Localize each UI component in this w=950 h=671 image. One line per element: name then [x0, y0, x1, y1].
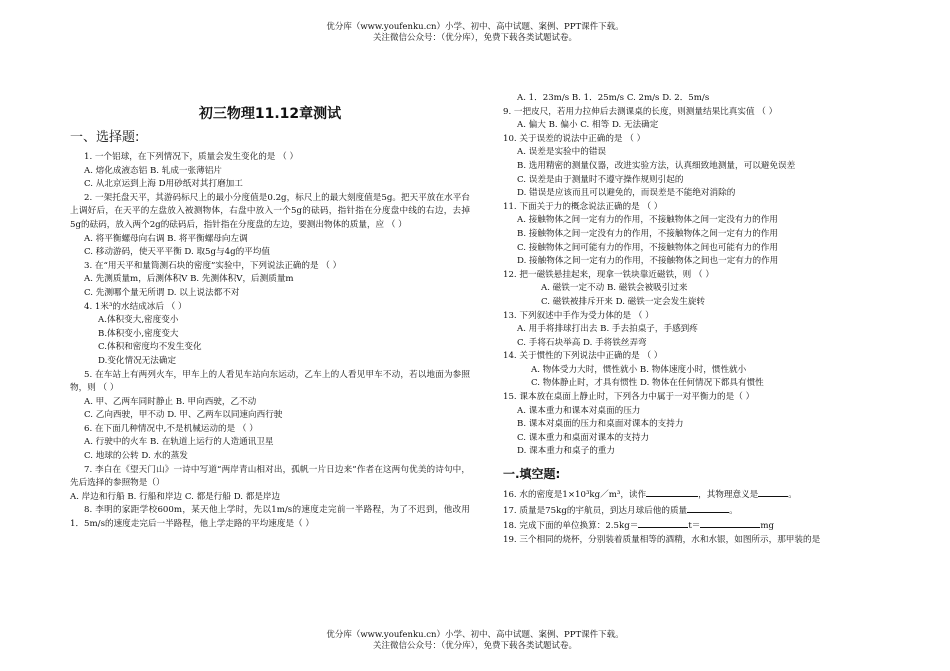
- right-question-line: A. 1．23m/s B. 1．25m/s C. 2m/s D. 2．5m/s: [517, 93, 710, 103]
- left-question-line: C. 从北京运到上海 D用砂纸对其打磨加工: [84, 179, 243, 190]
- right-question-line: 13. 下列叙述中手作为受力体的是 （ ）: [503, 310, 654, 321]
- right-question-line: C. 物体静止时，才具有惯性 D. 物体在任何情况下都具有惯性: [531, 378, 764, 389]
- question-18: [503, 518, 893, 534]
- right-question-line: A. 用手将排球打出去 B. 手去拍桌子，手感到疼: [517, 324, 698, 335]
- left-question-line: C.体积和密度均不发生变化: [98, 342, 202, 353]
- left-question-line: A. 先测质量m，后测体积V B. 先测体积V，后测质量m: [84, 274, 294, 285]
- left-question-line: 6. 在下面几种情况中,不是机械运动的是 （ ）: [84, 423, 258, 434]
- q16-blank-1[interactable]: [646, 487, 698, 497]
- right-question-line: 14. 关于惯性的下列说法中正确的是 （ ）: [503, 351, 663, 362]
- left-question-line: 7. 李白在《望天门山》一诗中写道“两岸青山相对出，孤帆一片日边来”作者在这两句优美的诗句中，先后选择的参照物是（）: [70, 464, 470, 489]
- q17-blank[interactable]: [687, 503, 729, 513]
- question-16: [503, 487, 893, 503]
- right-question-line: A. 物体受力大时，惯性就小 B. 物体速度小时，惯性就小: [531, 364, 747, 375]
- left-question-line: 1. 一个铝球，在下列情况下，质量会发生变化的是 （ ）: [84, 152, 299, 162]
- q18-blank-1[interactable]: [638, 518, 688, 528]
- page-footer: [0, 630, 950, 652]
- left-question-line: A. 将平衡螺母向右调 B. 将平衡螺母向左调: [84, 233, 248, 244]
- q18-text-c: mg: [760, 521, 775, 532]
- q16-blank-2[interactable]: [758, 487, 788, 497]
- right-question-line: D. 接触物体之间一定有力的作用，不接触物体之间也一定有力的作用: [517, 256, 779, 267]
- left-question-line: A. 岸边和行船 B. 行船和岸边 C. 都是行船 D. 都是岸边: [70, 491, 281, 502]
- right-question-line: A. 磁铁一定不动 B. 磁铁会被吸引过来: [541, 283, 688, 294]
- q17-text-a: 17. 质量是75kg的宇航员，到达月球后他的质量: [503, 505, 688, 516]
- left-question-line: C. 移动游码，使天平平衡 D. 取5g与4g的平均值: [84, 247, 270, 258]
- left-question-line: C. 乙向西驶，甲不动 D. 甲、乙两车以同速向西行驶: [84, 410, 283, 421]
- left-column: [70, 93, 470, 532]
- q18-blank-2[interactable]: [700, 518, 760, 528]
- q16-text-a: 16. 水的密度是1×10³kg／m³，读作: [503, 490, 647, 501]
- section-fill-heading: 一.填空题:: [503, 467, 561, 482]
- left-question-line: D.变化情况无法确定: [98, 355, 177, 366]
- footer-line-1: 优分库（www.youfenku.cn）小学、初中、高中试题、案例、PPT课件下载。: [326, 630, 624, 640]
- left-question-line: 4. 1米³的水结成冰后 （ ）: [84, 301, 187, 312]
- question-19: 19. 三个相同的烧杯，分别装着质量相等的酒精，水和水银，如图所示，那甲装的是: [503, 534, 821, 545]
- q16-text-c: 。: [788, 490, 797, 501]
- left-question-line: 2. 一架托盘天平，其游码标尺上的最小分度值是0.2g，标尺上的最大刻度值是5g。把天平放在水平台上调好后，在天平的左盘放入被测物体，右盘中放入一个5g的砝码，指针指在分度盘中线的右边，去掉5g的砝码，放入两个2g的砝码后，指针指在分度盘的左边，要测出物体的质量，应 （ ）: [70, 192, 470, 230]
- right-question-line: C. 课本重力和桌面对课本的支持力: [517, 432, 650, 443]
- right-question-line: B. 课本对桌面的压力和桌面对课本的支持力: [517, 419, 684, 430]
- left-question-list: [70, 151, 470, 532]
- left-question-line: A. 行驶中的火车 B. 在轨道上运行的人造通讯卫星: [84, 437, 274, 448]
- header-line-2: 关注微信公众号：（优分库），免费下载各类试题试卷。: [372, 33, 577, 43]
- page-header: [0, 22, 950, 44]
- right-question-line: A. 误差是实验中的错误: [517, 147, 607, 158]
- right-question-line: 10. 关于误差的说法中正确的是 （ ）: [503, 133, 646, 144]
- right-question-line: 9. 一把皮尺，若用力拉伸后去测课桌的长度，则测量结果比真实值 （ ）: [503, 106, 778, 117]
- right-question-list: [503, 92, 893, 459]
- right-question-line: B. 接触物体之间一定没有力的作用，不接触物体之间一定有力的作用: [517, 228, 778, 239]
- left-question-line: A. 熔化成液态铝 B. 轧成一张薄铝片: [84, 165, 222, 176]
- page-title: 初三物理11.12章测试: [198, 106, 342, 122]
- q18-text-a: 18. 完成下面的单位换算：2.5kg＝: [503, 521, 639, 532]
- left-question-line: A. 甲、乙两车同时静止 B. 甲向西驶，乙不动: [84, 396, 257, 407]
- section-choice-heading: 一、选择题:: [70, 130, 140, 145]
- right-question-line: C. 接触物体之间可能有力的作用，不接触物体之间也可能有力的作用: [517, 242, 778, 253]
- question-17: [503, 503, 893, 519]
- q18-text-b: t＝: [688, 521, 701, 532]
- right-question-line: C. 手将石块举高 D. 手将铁丝弄弯: [517, 337, 647, 348]
- right-question-line: D. 错误是应该而且可以避免的，而误差是不能绝对消除的: [517, 188, 736, 199]
- right-question-line: 15. 课本放在桌面上静止时，下列各力中属于一对平衡力的是（ ）: [503, 392, 755, 403]
- q17-text-b: 。: [729, 505, 738, 516]
- footer-line-2: 关注微信公众号：（优分库），免费下载各类试题试卷。: [372, 641, 577, 651]
- left-question-line: C. 地球的公转 D. 水的蒸发: [84, 451, 188, 462]
- right-question-line: B. 选用精密的测量仪器，改进实验方法，认真细致地测量，可以避免误差: [517, 160, 796, 171]
- right-question-line: 11. 下面关于力的概念说法正确的是 （ ）: [503, 201, 663, 212]
- q16-text-b: ，其物理意义是: [698, 490, 759, 501]
- right-column: [503, 92, 893, 547]
- right-question-line: A. 偏大 B. 偏小 C. 相等 D. 无法确定: [517, 120, 659, 131]
- left-question-line: 5. 在车站上有两列火车，甲车上的人看见车站向东运动，乙车上的人看见甲车不动，若以地面为参照物，则 （ ）: [70, 369, 470, 394]
- header-line-1: 优分库（www.youfenku.cn）小学、初中、高中试题、案例、PPT课件下载。: [326, 22, 624, 32]
- left-question-line: C. 先测哪个量无所谓 D. 以上说法都不对: [84, 287, 240, 298]
- left-question-line: 8. 李明的家距学校600m，某天他上学时，先以1m/s的速度走完前一半路程，为了不迟到，他改用1．5m/s的速度走完后一半路程，他上学走路的平均速度是（ ）: [70, 505, 470, 530]
- right-question-line: A. 课本重力和课本对桌面的压力: [517, 405, 641, 416]
- left-question-line: B.体积变小,密度变大: [98, 328, 179, 339]
- right-question-line: 12. 把一磁铁悬挂起来，现拿一铁块靠近磁铁，则 （ ）: [503, 269, 714, 280]
- left-question-line: A.体积变大,密度变小: [98, 315, 179, 326]
- right-question-line: C. 误差是由于测量时不遵守操作规则引起的: [517, 174, 684, 185]
- right-question-line: A. 接触物体之间一定有力的作用，不接触物体之间一定没有力的作用: [517, 215, 778, 226]
- left-question-line: 3. 在“用天平和量筒测石块的密度”实验中，下列说法正确的是 （ ）: [84, 260, 342, 271]
- right-question-line: D. 课本重力和桌子的重力: [517, 446, 615, 457]
- right-question-line: C. 磁铁被排斥开来 D. 磁铁一定会发生旋转: [541, 296, 706, 307]
